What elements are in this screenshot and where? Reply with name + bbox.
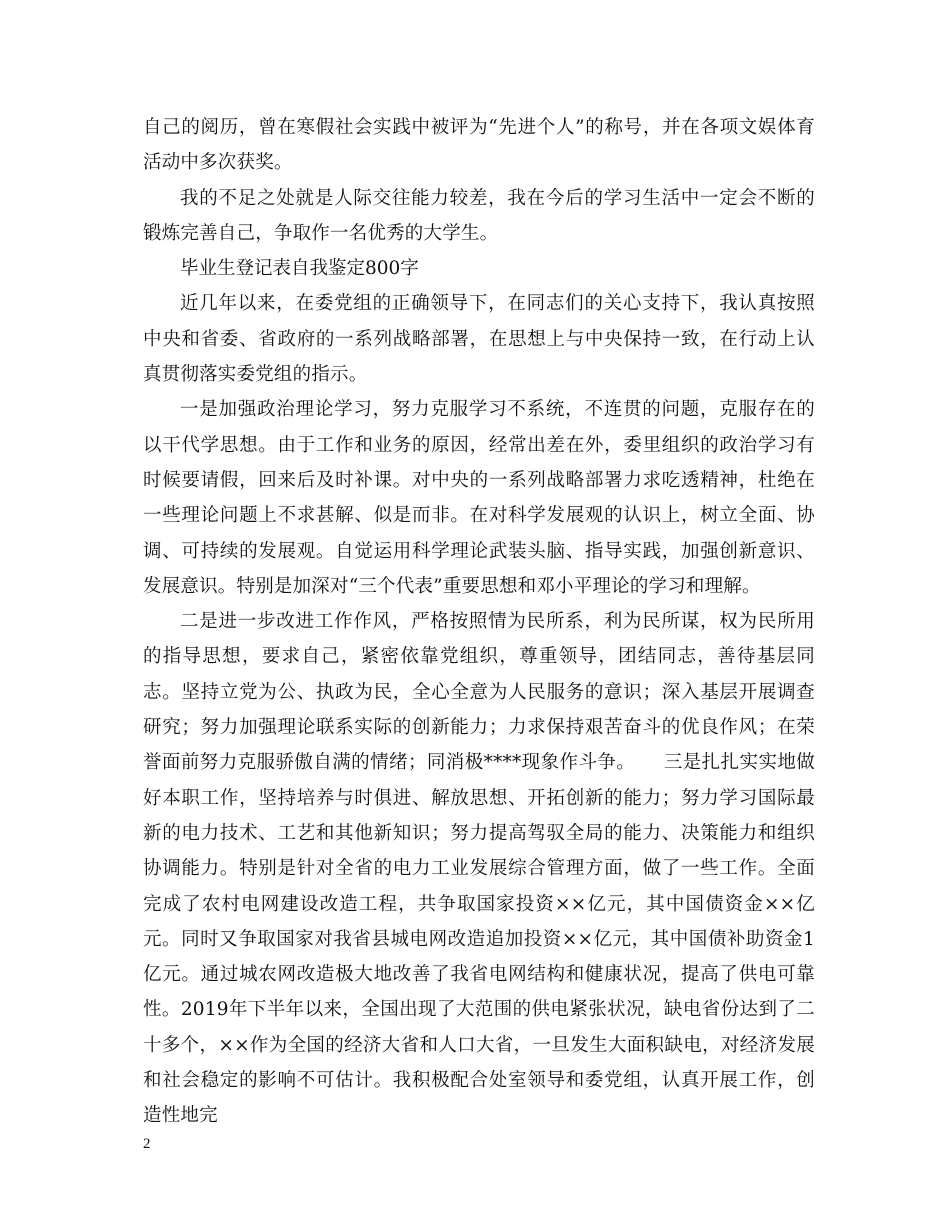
paragraph-shortcomings: 我的不足之处就是人际交往能力较差，我在今后的学习生活中一定会不断的锻炼完善自己，争取作一名优秀的大学生。 [143, 187, 815, 244]
section-title: 毕业生登记表自我鉴定800字 [180, 258, 419, 280]
paragraph-point-one: 一是加强政治理论学习，努力克服学习不系统，不连贯的问题，克服存在的以干代学思想。由于工作和业务的原因，经常出差在外，委里组织的政治学习有时候要请假，回来后及时补课。对中央的一系列战略部署力求吃透精神，杜绝在一些理论问题上不求甚解、似是而非。在对科学发展观的认识上，树立全面、协调、可持续的发展观。自觉运用科学理论武装头脑、指导实践，加强创新意识、发展意识。特别是加深对“三个代表”重要思想和邓小平理论的学习和理解。 [143, 399, 815, 597]
document-body [143, 110, 815, 1134]
paragraph-intro: 近几年以来，在委党组的正确领导下，在同志们的关心支持下，我认真按照中央和省委、省政府的一系列战略部署，在思想上与中央保持一致，在行动上认真贯彻落实委党组的指示。 [143, 293, 815, 386]
page-number: 2 [143, 1136, 151, 1152]
paragraph-point-two-three: 二是进一步改进工作作风，严格按照情为民所系，利为民所谋，权为民所用的指导思想，要求自己，紧密依靠党组织，尊重领导，团结同志，善待基层同志。坚持立党为公、执政为民，全心全意为人民服务的意识；深入基层开展调查研究；努力加强理论联系实际的创新能力；力求保持艰苦奋斗的优良作风；在荣誉面前努力克服骄傲自满的情绪；同消极****现象作斗争。 三是扎扎实实地做好本职工作，坚持培养与时俱进、解放思想、开拓创新的能力；努力学习国际最新的电力技术、工艺和其他新知识；努力提高驾驭全局的能力、决策能力和组织协调能力。特别是针对全省的电力工业发展综合管理方面，做了一些工作。全面完成了农村电网建设改造工程，共争取国家投资××亿元，其中国债资金××亿元。同时又争取国家对我省县城电网改造追加投资××亿元，其中国债补助资金1亿元。通过城农网改造极大地改善了我省电网结构和健康状况，提高了供电可靠性。2019年下半年以来，全国出现了大范围的供电紧张状况，缺电省份达到了二十多个，××作为全国的经济大省和人口大省，一旦发生大面积缺电，对经济发展和社会稳定的影响不可估计。我积极配合处室领导和委党组，认真开展工作，创造性地完 [143, 611, 815, 1127]
paragraph-continuation: 自己的阅历，曾在寒假社会实践中被评为“先进个人”的称号，并在各项文娱体育活动中多次获奖。 [143, 117, 815, 174]
